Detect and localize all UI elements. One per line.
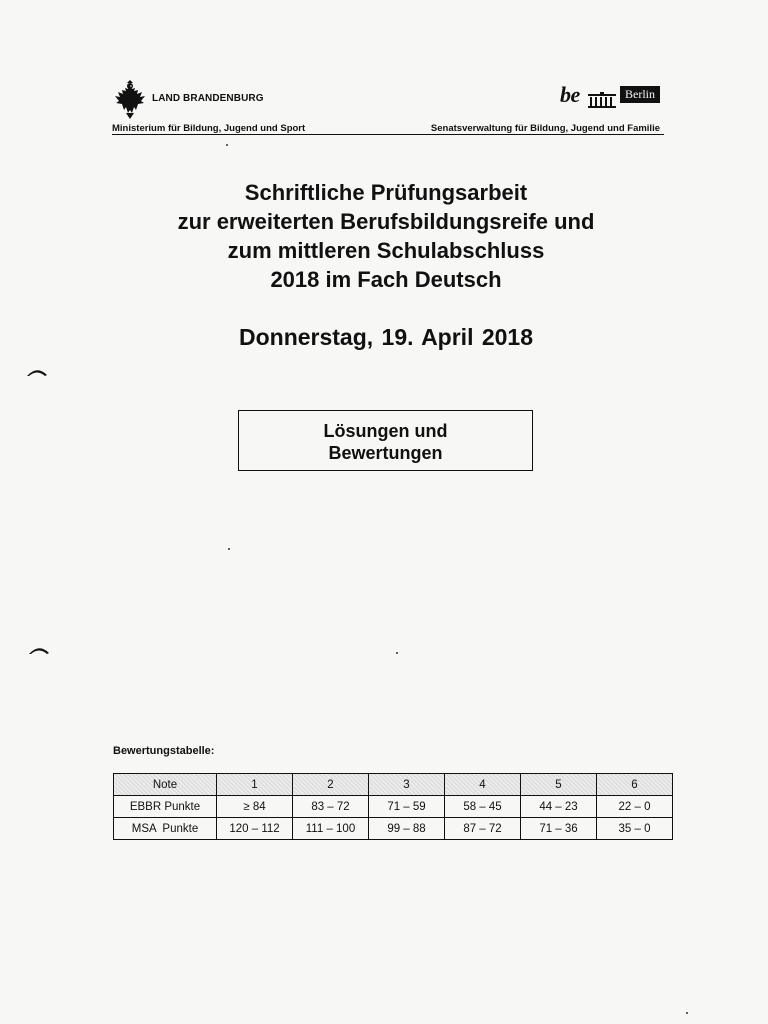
table-cell: 71 – 59 bbox=[369, 796, 445, 818]
table-cell: 99 – 88 bbox=[369, 818, 445, 840]
berlin-label: Berlin bbox=[620, 86, 660, 103]
brandenburg-gate-icon bbox=[588, 92, 616, 108]
grading-table-label: Bewertungstabelle: bbox=[113, 745, 215, 757]
land-brandenburg-label: LAND BRANDENBURG bbox=[152, 93, 264, 104]
table-cell: 71 – 36 bbox=[521, 818, 597, 840]
scan-speck bbox=[228, 548, 230, 550]
punch-hole-mark bbox=[28, 645, 50, 655]
header-cell-grade: 6 bbox=[597, 774, 673, 796]
title-line: Schriftliche Prüfungsarbeit bbox=[244, 180, 528, 205]
row-label-msa: MSA Punkte bbox=[114, 818, 217, 840]
table-cell: 44 – 23 bbox=[521, 796, 597, 818]
exam-date: Donnerstag, 19. April 2018 bbox=[238, 324, 534, 350]
scan-speck bbox=[226, 144, 228, 146]
header-divider bbox=[112, 134, 664, 135]
scan-speck bbox=[396, 652, 398, 654]
solutions-box bbox=[238, 410, 533, 471]
ministry-brandenburg: Ministerium für Bildung, Jugend und Sport bbox=[112, 123, 306, 134]
table-cell: 87 – 72 bbox=[445, 818, 521, 840]
letterhead bbox=[112, 78, 664, 138]
table-cell: 22 – 0 bbox=[597, 796, 673, 818]
title-line: zur erweiterten Berufsbildungsreife und bbox=[177, 209, 595, 234]
header-cell-note: Note bbox=[114, 774, 217, 796]
grading-table bbox=[113, 773, 673, 840]
table-row bbox=[114, 796, 673, 818]
solutions-line-2: Bewertungen bbox=[328, 443, 443, 463]
solutions-line-1: Lösungen und bbox=[323, 421, 448, 441]
header-cell-grade: 2 bbox=[293, 774, 369, 796]
table-cell: 35 – 0 bbox=[597, 818, 673, 840]
table-cell: 58 – 45 bbox=[445, 796, 521, 818]
row-label-ebbr: EBBR Punkte bbox=[114, 796, 217, 818]
title-line: zum mittleren Schulabschluss bbox=[227, 238, 545, 263]
header-cell-grade: 5 bbox=[521, 774, 597, 796]
header-cell-grade: 4 bbox=[445, 774, 521, 796]
table-cell: 120 – 112 bbox=[217, 818, 293, 840]
punch-hole-mark bbox=[26, 367, 48, 377]
table-header-row bbox=[114, 774, 673, 796]
header-cell-grade: 1 bbox=[217, 774, 293, 796]
title-line: 2018 im Fach Deutsch bbox=[270, 267, 502, 292]
brandenburg-eagle-icon bbox=[112, 80, 148, 120]
ministry-berlin: Senatsverwaltung für Bildung, Jugend und Familie bbox=[430, 123, 660, 134]
berlin-be-mark: be bbox=[560, 82, 580, 107]
berlin-logo bbox=[560, 84, 660, 110]
table-cell: 111 – 100 bbox=[293, 818, 369, 840]
exam-title bbox=[84, 178, 688, 294]
table-row bbox=[114, 818, 673, 840]
table-cell: 83 – 72 bbox=[293, 796, 369, 818]
header-cell-grade: 3 bbox=[369, 774, 445, 796]
table-cell: ≥ 84 bbox=[217, 796, 293, 818]
scan-speck bbox=[686, 1012, 688, 1014]
